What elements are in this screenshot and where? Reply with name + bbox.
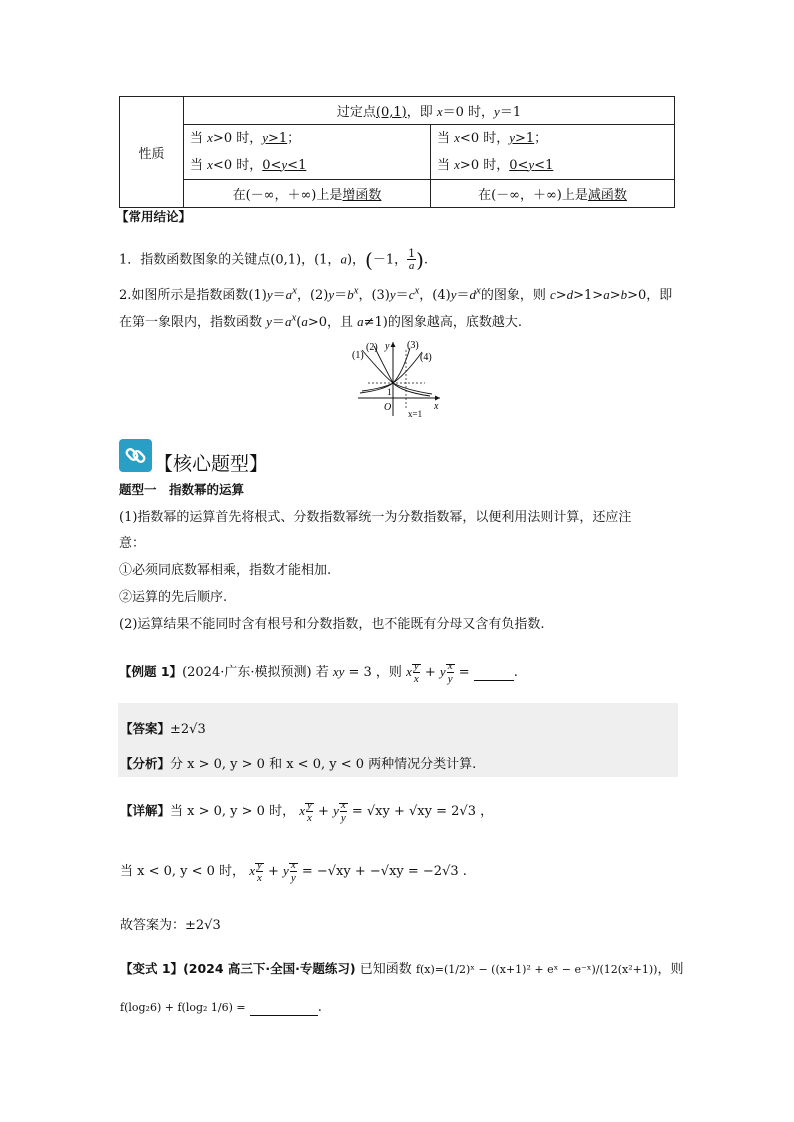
example-1-tag: 【例题 1】 [119,664,183,679]
figure-label-3: (3) [407,340,419,351]
variant-1-question: 【变式 1】(2024 高三下·全国·专题练习) 已知函数 f(x)=(1/2)ˣ − ((x+1)² + eˣ − e⁻ˣ)/(12(x²+1))，则 [120,961,684,977]
section-title: 【核心题型】 [154,453,269,475]
left-range-cell: 当 x>0 时，y>1； 当 x<0 时，0<y<1 [184,125,431,180]
variant-1-source: (2024 高三下·全国·专题练习) [183,961,356,976]
left-monotonic-cell: 在(－∞，＋∞)上是增函数 [184,180,431,208]
detail-line-2: 当 x < 0, y < 0 时， x $\frac{y}{x}$ + y $\frac{x}{y}$ = −√xy + −√xy = −2√3 . [120,859,467,884]
method-paragraph-1: (1)指数幂的运算首先将根式、分数指数幂统一为分数指数幂，以便利用法则计算，还应注 [119,510,632,525]
one-label: 1 [387,387,392,397]
variant-1-ask: f(log₂6) + f(log₂ 1/6) = . [120,1000,322,1015]
analysis-text: 分 x > 0, y > 0 和 x < 0, y < 0 两种情况分类计算. [170,757,477,772]
method-rule-1: ①必须同底数幂相乘，指数才能相加. [119,563,332,578]
fixed-point-cell: 过定点(0,1)，即 x＝0 时，y＝1 [184,97,675,125]
detail-line-1: 【详解】当 x > 0, y > 0 时， x $\frac{y}{x}$ + y $\frac{x}{y}$ = √xy + √xy = 2√3 ， [120,799,494,824]
right-range-cell: 当 x<0 时，y>1； 当 x>0 时，0<y<1 [431,125,675,180]
answer-value: ±2√3 [170,722,206,737]
x-axis-label: x [434,401,439,412]
analysis-line: 【分析】分 x > 0, y > 0 和 x < 0, y < 0 两种情况分类计算. [120,756,477,772]
method-rule-2: ②运算的先后顺序. [119,590,228,605]
conclusion-item-2-line-2: 在第一象限内，指数函数 $y=a^x(a>0$，且 a≠1)的图象越高，底数越大. [119,311,522,330]
row-header: 性质 [120,97,184,208]
conclusion-item-1: 1．指数函数图象的关键点(0,1)，(1，a)，(－1， $\frac{1}{a}$ ). [119,247,429,272]
link-icon [119,439,152,472]
example-1-source: (2024·广东·模拟预测) [182,665,312,680]
figure-label-1: (1) [352,350,364,361]
right-monotonic-cell: 在(－∞，＋∞)上是减函数 [431,180,675,208]
x-equals-one-label: x=1 [408,409,423,419]
type-1-heading: 题型一 指数幂的运算 [119,482,245,497]
y-axis-label: y [385,341,390,352]
example-1-question: 【例题 1】(2024·广东·模拟预测) 若 xy = 3 ，则 x $\frac{y}{x}$ + y $\frac{x}{y}$ = . [119,660,518,685]
figure-label-2: (2) [366,342,378,353]
conclusion-item-2-line-1: 2.如图所示是指数函数$(1)y=a^x$，$(2)y=b^x$，$(3)y=c^x$，$(4)y=d^x$的图象，则 c>d>1>a>b>0，即 [119,284,673,303]
figure-label-4: (4) [420,352,432,363]
origin-label: O [384,402,392,413]
method-paragraph-1-cont: 意： [119,536,146,551]
method-paragraph-2: (2)运算结果不能同时含有根号和分数指数，也不能既有分母又含有负指数. [119,617,545,632]
properties-table [119,96,675,208]
conclusions-heading: 【常用结论】 [116,209,192,224]
variant-1-tag: 【变式 1】 [120,961,184,976]
exponential-graphs-figure [340,336,450,420]
answer-line: 【答案】±2√3 [120,721,206,737]
function-definition: f(x)=(1/2)ˣ − ((x+1)² + eˣ − e⁻ˣ)/(12(x²+1)) [415,963,658,976]
final-answer: 故答案为：±2√3 [120,918,221,933]
